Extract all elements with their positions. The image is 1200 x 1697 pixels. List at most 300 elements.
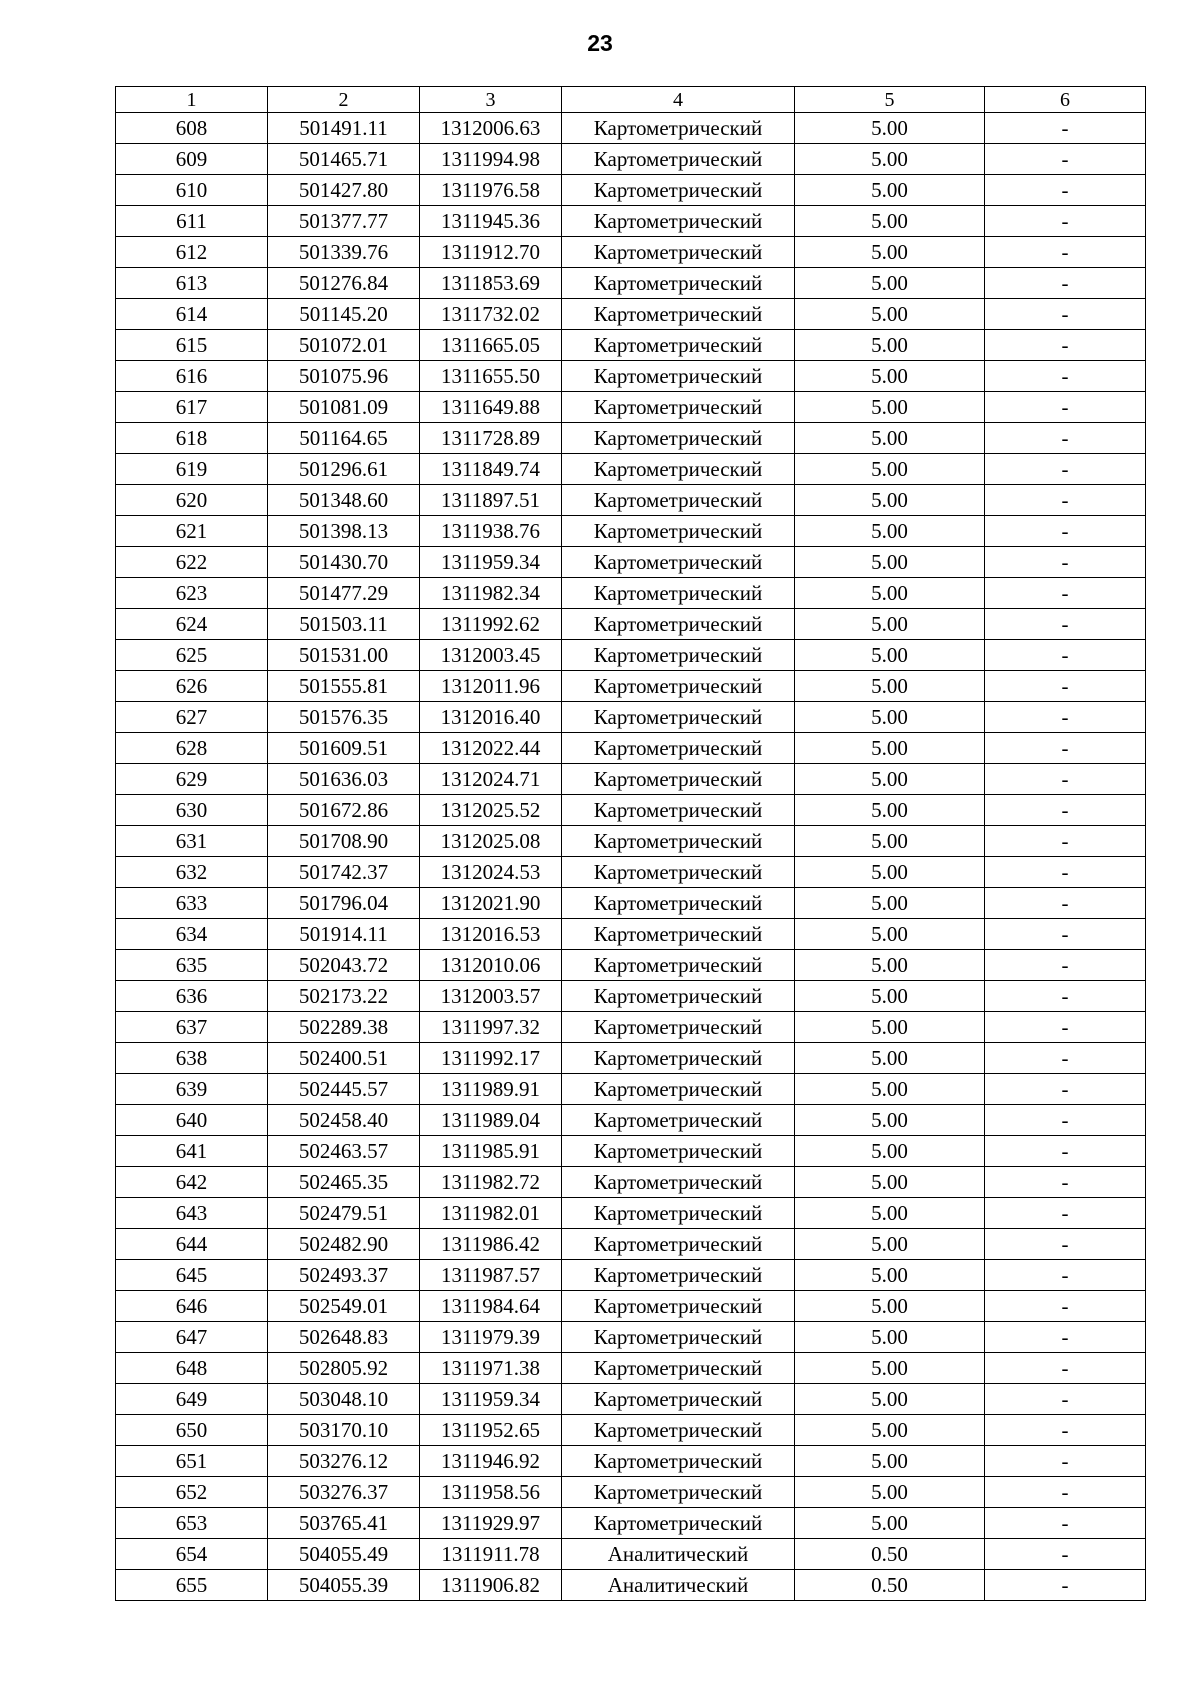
note-cell: - (985, 547, 1146, 578)
method-cell: Картометрический (562, 330, 795, 361)
table-row (116, 1291, 1146, 1322)
note-cell: - (985, 1260, 1146, 1291)
x-coordinate-cell: 503276.12 (268, 1446, 420, 1477)
x-coordinate-cell: 503276.37 (268, 1477, 420, 1508)
y-coordinate-cell: 1311912.70 (420, 237, 562, 268)
point-number-cell: 608 (116, 113, 268, 144)
x-coordinate-cell: 501339.76 (268, 237, 420, 268)
x-coordinate-cell: 501491.11 (268, 113, 420, 144)
x-coordinate-cell: 501796.04 (268, 888, 420, 919)
x-coordinate-cell: 502445.57 (268, 1074, 420, 1105)
note-cell: - (985, 1012, 1146, 1043)
note-cell: - (985, 175, 1146, 206)
point-number-cell: 644 (116, 1229, 268, 1260)
x-coordinate-cell: 502465.35 (268, 1167, 420, 1198)
point-number-cell: 639 (116, 1074, 268, 1105)
method-cell: Картометрический (562, 268, 795, 299)
y-coordinate-cell: 1311982.72 (420, 1167, 562, 1198)
x-coordinate-cell: 501075.96 (268, 361, 420, 392)
y-coordinate-cell: 1311728.89 (420, 423, 562, 454)
method-cell: Картометрический (562, 547, 795, 578)
x-coordinate-cell: 501555.81 (268, 671, 420, 702)
accuracy-cell: 5.00 (795, 1198, 985, 1229)
point-number-cell: 621 (116, 516, 268, 547)
method-cell: Картометрический (562, 1477, 795, 1508)
accuracy-cell: 5.00 (795, 857, 985, 888)
note-cell: - (985, 1570, 1146, 1601)
note-cell: - (985, 1384, 1146, 1415)
accuracy-cell: 0.50 (795, 1570, 985, 1601)
x-coordinate-cell: 502493.37 (268, 1260, 420, 1291)
accuracy-cell: 5.00 (795, 888, 985, 919)
method-cell: Картометрический (562, 144, 795, 175)
table-row (116, 702, 1146, 733)
y-coordinate-cell: 1311992.62 (420, 609, 562, 640)
coordinates-table (115, 86, 1146, 1601)
x-coordinate-cell: 501465.71 (268, 144, 420, 175)
y-coordinate-cell: 1312025.08 (420, 826, 562, 857)
accuracy-cell: 5.00 (795, 795, 985, 826)
x-coordinate-cell: 501348.60 (268, 485, 420, 516)
table-row (116, 1539, 1146, 1570)
note-cell: - (985, 1291, 1146, 1322)
method-cell: Картометрический (562, 237, 795, 268)
point-number-cell: 622 (116, 547, 268, 578)
x-coordinate-cell: 504055.39 (268, 1570, 420, 1601)
accuracy-cell: 5.00 (795, 454, 985, 485)
note-cell: - (985, 1353, 1146, 1384)
accuracy-cell: 5.00 (795, 175, 985, 206)
method-cell: Картометрический (562, 1415, 795, 1446)
x-coordinate-cell: 501914.11 (268, 919, 420, 950)
y-coordinate-cell: 1312022.44 (420, 733, 562, 764)
point-number-cell: 647 (116, 1322, 268, 1353)
x-coordinate-cell: 501576.35 (268, 702, 420, 733)
point-number-cell: 620 (116, 485, 268, 516)
note-cell: - (985, 919, 1146, 950)
table-row (116, 1198, 1146, 1229)
table-row (116, 392, 1146, 423)
note-cell: - (985, 640, 1146, 671)
accuracy-cell: 5.00 (795, 919, 985, 950)
y-coordinate-cell: 1311987.57 (420, 1260, 562, 1291)
table-row (116, 795, 1146, 826)
y-coordinate-cell: 1312006.63 (420, 113, 562, 144)
x-coordinate-cell: 502482.90 (268, 1229, 420, 1260)
note-cell: - (985, 1539, 1146, 1570)
note-cell: - (985, 144, 1146, 175)
accuracy-cell: 5.00 (795, 361, 985, 392)
note-cell: - (985, 578, 1146, 609)
accuracy-cell: 5.00 (795, 1291, 985, 1322)
method-cell: Картометрический (562, 1322, 795, 1353)
accuracy-cell: 5.00 (795, 1043, 985, 1074)
point-number-cell: 649 (116, 1384, 268, 1415)
y-coordinate-cell: 1311982.34 (420, 578, 562, 609)
accuracy-cell: 5.00 (795, 1384, 985, 1415)
y-coordinate-cell: 1311952.65 (420, 1415, 562, 1446)
x-coordinate-cell: 501531.00 (268, 640, 420, 671)
method-cell: Картометрический (562, 795, 795, 826)
table-row (116, 764, 1146, 795)
point-number-cell: 611 (116, 206, 268, 237)
y-coordinate-cell: 1312016.53 (420, 919, 562, 950)
table-row (116, 919, 1146, 950)
point-number-cell: 654 (116, 1539, 268, 1570)
table-row (116, 175, 1146, 206)
accuracy-cell: 5.00 (795, 981, 985, 1012)
method-cell: Картометрический (562, 392, 795, 423)
y-coordinate-cell: 1311938.76 (420, 516, 562, 547)
method-cell: Картометрический (562, 1105, 795, 1136)
point-number-cell: 637 (116, 1012, 268, 1043)
note-cell: - (985, 1043, 1146, 1074)
point-number-cell: 645 (116, 1260, 268, 1291)
method-cell: Картометрический (562, 981, 795, 1012)
x-coordinate-cell: 502479.51 (268, 1198, 420, 1229)
accuracy-cell: 5.00 (795, 330, 985, 361)
table-body (116, 113, 1146, 1601)
method-cell: Картометрический (562, 113, 795, 144)
accuracy-cell: 5.00 (795, 578, 985, 609)
table-row (116, 1322, 1146, 1353)
point-number-cell: 618 (116, 423, 268, 454)
method-cell: Картометрический (562, 826, 795, 857)
y-coordinate-cell: 1312016.40 (420, 702, 562, 733)
table-row (116, 1043, 1146, 1074)
point-number-cell: 636 (116, 981, 268, 1012)
table-row (116, 981, 1146, 1012)
accuracy-cell: 5.00 (795, 733, 985, 764)
accuracy-cell: 5.00 (795, 609, 985, 640)
method-cell: Картометрический (562, 299, 795, 330)
point-number-cell: 653 (116, 1508, 268, 1539)
table-row (116, 144, 1146, 175)
x-coordinate-cell: 502289.38 (268, 1012, 420, 1043)
point-number-cell: 650 (116, 1415, 268, 1446)
note-cell: - (985, 392, 1146, 423)
point-number-cell: 643 (116, 1198, 268, 1229)
point-number-cell: 652 (116, 1477, 268, 1508)
note-cell: - (985, 1167, 1146, 1198)
method-cell: Картометрический (562, 702, 795, 733)
table-row (116, 640, 1146, 671)
accuracy-cell: 5.00 (795, 1136, 985, 1167)
method-cell: Картометрический (562, 206, 795, 237)
x-coordinate-cell: 503170.10 (268, 1415, 420, 1446)
x-coordinate-cell: 503048.10 (268, 1384, 420, 1415)
accuracy-cell: 5.00 (795, 268, 985, 299)
y-coordinate-cell: 1312024.53 (420, 857, 562, 888)
table-row (116, 423, 1146, 454)
note-cell: - (985, 1136, 1146, 1167)
table-row (116, 1446, 1146, 1477)
x-coordinate-cell: 501398.13 (268, 516, 420, 547)
method-cell: Картометрический (562, 1012, 795, 1043)
x-coordinate-cell: 502173.22 (268, 981, 420, 1012)
column-header: 6 (985, 87, 1146, 113)
note-cell: - (985, 206, 1146, 237)
note-cell: - (985, 1198, 1146, 1229)
method-cell: Картометрический (562, 671, 795, 702)
table-row (116, 1105, 1146, 1136)
table-row (116, 454, 1146, 485)
table-row (116, 206, 1146, 237)
note-cell: - (985, 795, 1146, 826)
x-coordinate-cell: 501145.20 (268, 299, 420, 330)
point-number-cell: 609 (116, 144, 268, 175)
x-coordinate-cell: 501296.61 (268, 454, 420, 485)
method-cell: Картометрический (562, 361, 795, 392)
note-cell: - (985, 1415, 1146, 1446)
method-cell: Картометрический (562, 175, 795, 206)
method-cell: Картометрический (562, 640, 795, 671)
note-cell: - (985, 299, 1146, 330)
table-row (116, 1074, 1146, 1105)
table-row (116, 485, 1146, 516)
note-cell: - (985, 1508, 1146, 1539)
point-number-cell: 624 (116, 609, 268, 640)
table-row (116, 950, 1146, 981)
y-coordinate-cell: 1311997.32 (420, 1012, 562, 1043)
accuracy-cell: 5.00 (795, 423, 985, 454)
note-cell: - (985, 330, 1146, 361)
point-number-cell: 613 (116, 268, 268, 299)
y-coordinate-cell: 1311984.64 (420, 1291, 562, 1322)
method-cell: Картометрический (562, 1198, 795, 1229)
column-header: 3 (420, 87, 562, 113)
y-coordinate-cell: 1311929.97 (420, 1508, 562, 1539)
y-coordinate-cell: 1311732.02 (420, 299, 562, 330)
method-cell: Картометрический (562, 485, 795, 516)
point-number-cell: 630 (116, 795, 268, 826)
method-cell: Картометрический (562, 764, 795, 795)
x-coordinate-cell: 502648.83 (268, 1322, 420, 1353)
table-header (116, 87, 1146, 113)
note-cell: - (985, 485, 1146, 516)
table-row (116, 268, 1146, 299)
column-header: 1 (116, 87, 268, 113)
table-row (116, 1136, 1146, 1167)
y-coordinate-cell: 1311945.36 (420, 206, 562, 237)
method-cell: Картометрический (562, 609, 795, 640)
point-number-cell: 634 (116, 919, 268, 950)
y-coordinate-cell: 1311989.04 (420, 1105, 562, 1136)
column-header: 5 (795, 87, 985, 113)
point-number-cell: 629 (116, 764, 268, 795)
point-number-cell: 632 (116, 857, 268, 888)
point-number-cell: 623 (116, 578, 268, 609)
note-cell: - (985, 1477, 1146, 1508)
method-cell: Аналитический (562, 1570, 795, 1601)
table-row (116, 1384, 1146, 1415)
accuracy-cell: 5.00 (795, 299, 985, 330)
method-cell: Картометрический (562, 1446, 795, 1477)
table-row (116, 1415, 1146, 1446)
note-cell: - (985, 361, 1146, 392)
table-row (116, 1570, 1146, 1601)
table-row (116, 857, 1146, 888)
x-coordinate-cell: 502549.01 (268, 1291, 420, 1322)
point-number-cell: 631 (116, 826, 268, 857)
point-number-cell: 612 (116, 237, 268, 268)
x-coordinate-cell: 501164.65 (268, 423, 420, 454)
table-row (116, 299, 1146, 330)
x-coordinate-cell: 501503.11 (268, 609, 420, 640)
y-coordinate-cell: 1312021.90 (420, 888, 562, 919)
point-number-cell: 616 (116, 361, 268, 392)
note-cell: - (985, 702, 1146, 733)
y-coordinate-cell: 1311979.39 (420, 1322, 562, 1353)
y-coordinate-cell: 1311911.78 (420, 1539, 562, 1570)
note-cell: - (985, 1322, 1146, 1353)
accuracy-cell: 5.00 (795, 206, 985, 237)
y-coordinate-cell: 1311665.05 (420, 330, 562, 361)
note-cell: - (985, 764, 1146, 795)
accuracy-cell: 5.00 (795, 1105, 985, 1136)
note-cell: - (985, 113, 1146, 144)
accuracy-cell: 5.00 (795, 1322, 985, 1353)
table-row (116, 671, 1146, 702)
y-coordinate-cell: 1311906.82 (420, 1570, 562, 1601)
accuracy-cell: 5.00 (795, 1260, 985, 1291)
note-cell: - (985, 1105, 1146, 1136)
note-cell: - (985, 454, 1146, 485)
accuracy-cell: 5.00 (795, 1353, 985, 1384)
x-coordinate-cell: 501377.77 (268, 206, 420, 237)
x-coordinate-cell: 501609.51 (268, 733, 420, 764)
column-header: 2 (268, 87, 420, 113)
x-coordinate-cell: 501742.37 (268, 857, 420, 888)
y-coordinate-cell: 1311992.17 (420, 1043, 562, 1074)
accuracy-cell: 5.00 (795, 392, 985, 423)
column-header: 4 (562, 87, 795, 113)
page-number: 23 (587, 30, 613, 56)
y-coordinate-cell: 1311958.56 (420, 1477, 562, 1508)
note-cell: - (985, 950, 1146, 981)
note-cell: - (985, 237, 1146, 268)
y-coordinate-cell: 1312025.52 (420, 795, 562, 826)
point-number-cell: 655 (116, 1570, 268, 1601)
x-coordinate-cell: 502463.57 (268, 1136, 420, 1167)
method-cell: Картометрический (562, 1353, 795, 1384)
table-row (116, 826, 1146, 857)
note-cell: - (985, 826, 1146, 857)
point-number-cell: 626 (116, 671, 268, 702)
note-cell: - (985, 1229, 1146, 1260)
accuracy-cell: 5.00 (795, 671, 985, 702)
x-coordinate-cell: 501072.01 (268, 330, 420, 361)
accuracy-cell: 5.00 (795, 1167, 985, 1198)
accuracy-cell: 5.00 (795, 702, 985, 733)
y-coordinate-cell: 1312011.96 (420, 671, 562, 702)
point-number-cell: 635 (116, 950, 268, 981)
accuracy-cell: 5.00 (795, 950, 985, 981)
y-coordinate-cell: 1311994.98 (420, 144, 562, 175)
method-cell: Картометрический (562, 919, 795, 950)
y-coordinate-cell: 1311971.38 (420, 1353, 562, 1384)
table-row (116, 361, 1146, 392)
accuracy-cell: 5.00 (795, 237, 985, 268)
header-row (116, 87, 1146, 113)
method-cell: Картометрический (562, 1229, 795, 1260)
table-row (116, 1260, 1146, 1291)
x-coordinate-cell: 501081.09 (268, 392, 420, 423)
y-coordinate-cell: 1311989.91 (420, 1074, 562, 1105)
y-coordinate-cell: 1311986.42 (420, 1229, 562, 1260)
method-cell: Картометрический (562, 1384, 795, 1415)
point-number-cell: 615 (116, 330, 268, 361)
point-number-cell: 648 (116, 1353, 268, 1384)
y-coordinate-cell: 1312024.71 (420, 764, 562, 795)
y-coordinate-cell: 1311853.69 (420, 268, 562, 299)
y-coordinate-cell: 1311982.01 (420, 1198, 562, 1229)
note-cell: - (985, 857, 1146, 888)
y-coordinate-cell: 1311849.74 (420, 454, 562, 485)
y-coordinate-cell: 1311649.88 (420, 392, 562, 423)
point-number-cell: 640 (116, 1105, 268, 1136)
accuracy-cell: 5.00 (795, 1074, 985, 1105)
method-cell: Картометрический (562, 1260, 795, 1291)
note-cell: - (985, 609, 1146, 640)
point-number-cell: 651 (116, 1446, 268, 1477)
x-coordinate-cell: 503765.41 (268, 1508, 420, 1539)
method-cell: Картометрический (562, 950, 795, 981)
point-number-cell: 641 (116, 1136, 268, 1167)
method-cell: Картометрический (562, 1074, 795, 1105)
accuracy-cell: 5.00 (795, 1477, 985, 1508)
point-number-cell: 642 (116, 1167, 268, 1198)
accuracy-cell: 0.50 (795, 1539, 985, 1570)
x-coordinate-cell: 502458.40 (268, 1105, 420, 1136)
note-cell: - (985, 888, 1146, 919)
x-coordinate-cell: 504055.49 (268, 1539, 420, 1570)
y-coordinate-cell: 1311655.50 (420, 361, 562, 392)
accuracy-cell: 5.00 (795, 1446, 985, 1477)
point-number-cell: 638 (116, 1043, 268, 1074)
accuracy-cell: 5.00 (795, 1508, 985, 1539)
accuracy-cell: 5.00 (795, 640, 985, 671)
y-coordinate-cell: 1311985.91 (420, 1136, 562, 1167)
y-coordinate-cell: 1311959.34 (420, 1384, 562, 1415)
table-row (116, 516, 1146, 547)
method-cell: Картометрический (562, 516, 795, 547)
y-coordinate-cell: 1312003.45 (420, 640, 562, 671)
accuracy-cell: 5.00 (795, 144, 985, 175)
x-coordinate-cell: 501430.70 (268, 547, 420, 578)
note-cell: - (985, 423, 1146, 454)
point-number-cell: 627 (116, 702, 268, 733)
y-coordinate-cell: 1311976.58 (420, 175, 562, 206)
y-coordinate-cell: 1312003.57 (420, 981, 562, 1012)
accuracy-cell: 5.00 (795, 1012, 985, 1043)
point-number-cell: 628 (116, 733, 268, 764)
point-number-cell: 619 (116, 454, 268, 485)
x-coordinate-cell: 502400.51 (268, 1043, 420, 1074)
point-number-cell: 625 (116, 640, 268, 671)
table-row (116, 237, 1146, 268)
point-number-cell: 646 (116, 1291, 268, 1322)
method-cell: Картометрический (562, 578, 795, 609)
accuracy-cell: 5.00 (795, 1415, 985, 1446)
y-coordinate-cell: 1311946.92 (420, 1446, 562, 1477)
method-cell: Картометрический (562, 1043, 795, 1074)
x-coordinate-cell: 501672.86 (268, 795, 420, 826)
accuracy-cell: 5.00 (795, 764, 985, 795)
x-coordinate-cell: 501477.29 (268, 578, 420, 609)
x-coordinate-cell: 501276.84 (268, 268, 420, 299)
method-cell: Картометрический (562, 1508, 795, 1539)
